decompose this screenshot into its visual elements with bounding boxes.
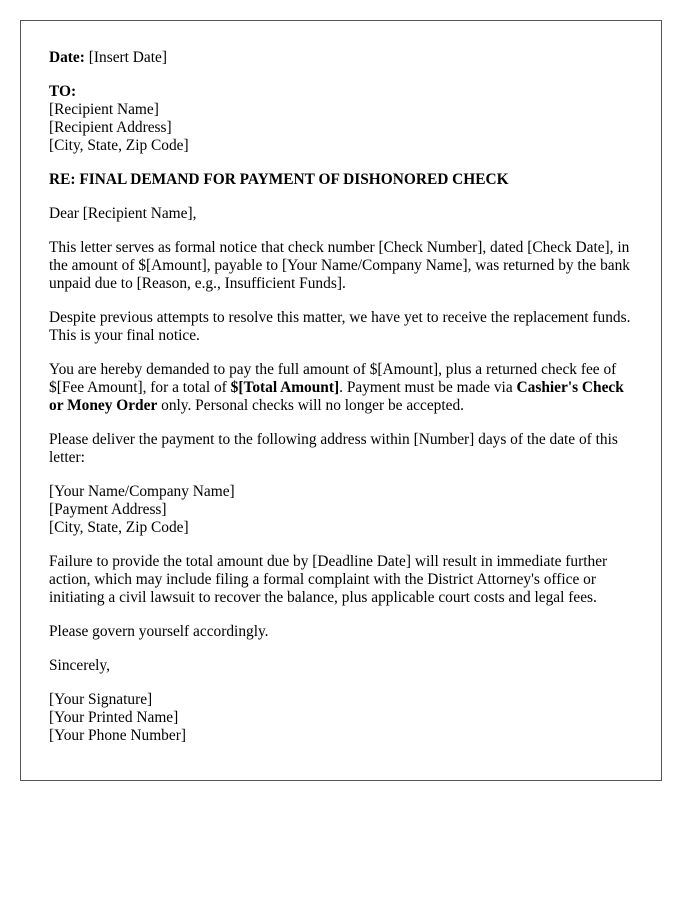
paragraph-consequences: Failure to provide the total amount due by [Deadline Date] will result in immediate further action, which may include filing a formal complaint with the District Attorney's office or initiating a civil lawsuit to recover the balance, plus applicable court costs and legal fees. (49, 553, 608, 606)
payment-address: [Payment Address] (49, 501, 167, 518)
to-label: TO: (49, 83, 77, 100)
paragraph-govern: Please govern yourself accordingly. (49, 623, 269, 640)
total-amount: $[Total Amount] (230, 379, 340, 396)
recipient-name: [Recipient Name] (49, 101, 159, 118)
paragraph-notice: This letter serves as formal notice that check number [Check Number], dated [Check Date], in the amount of $[Amount], payable to [Your Name/Company Name], was returned by the bank unpaid due to [Reason, e.g., Insufficient Funds]. (49, 239, 631, 292)
paragraph-delivery: Please deliver the payment to the following address within [Number] days of the date of this letter: (49, 431, 618, 466)
demand-text-3: only. Personal checks will no longer be accepted. (157, 397, 464, 414)
date-value: [Insert Date] (88, 49, 167, 66)
payment-method: Cashier's Check or Money Order (49, 379, 624, 414)
demand-text-1: You are hereby demanded to pay the full amount of $[Amount], plus a returned check fee of $[Fee Amount], for a total of (49, 361, 617, 396)
signature-block (49, 691, 633, 745)
recipient-block (49, 83, 633, 155)
demand-text-2: . Payment must be made via (339, 379, 517, 396)
salutation: Dear [Recipient Name], (49, 205, 197, 222)
closing: Sincerely, (49, 657, 110, 674)
recipient-city: [City, State, Zip Code] (49, 137, 189, 154)
date-label: Date: (49, 49, 85, 66)
letter-document (20, 20, 662, 781)
date-line (49, 49, 633, 67)
recipient-address: [Recipient Address] (49, 119, 172, 136)
printed-name: [Your Printed Name] (49, 709, 179, 726)
payment-city: [City, State, Zip Code] (49, 519, 189, 536)
signature-placeholder: [Your Signature] (49, 691, 153, 708)
subject-line: RE: FINAL DEMAND FOR PAYMENT OF DISHONORED CHECK (49, 171, 509, 188)
payment-name: [Your Name/Company Name] (49, 483, 235, 500)
paragraph-demand (49, 361, 633, 415)
paragraph-final-notice: Despite previous attempts to resolve this matter, we have yet to receive the replacement funds. This is your final notice. (49, 309, 631, 344)
phone-number: [Your Phone Number] (49, 727, 186, 744)
payment-address-block (49, 483, 633, 537)
